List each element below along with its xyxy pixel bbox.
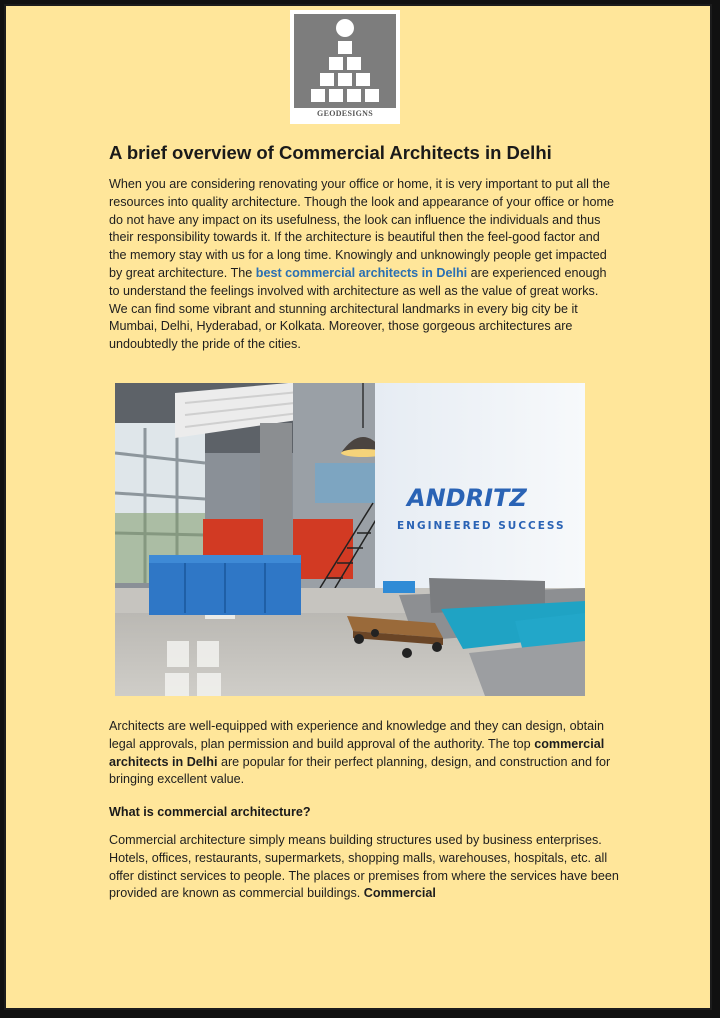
architects-bold-text: commercial architects in Delhi <box>109 736 605 769</box>
definition-text: Commercial architecture simply means building structures used by business enterprises. Hotels, offices, restaurants, supermarkets, shopping malls, warehouses, hospitals, etc. all offer distinct services to people. The places or premises from where the services have been provided are known as commercial buildings. <box>109 833 619 901</box>
logo-pyramid-icon <box>294 14 396 108</box>
article-title: A brief overview of Commercial Architects in Delhi <box>109 142 552 163</box>
definition-bold-text: Commercial <box>363 886 436 901</box>
photo-brand-text: ANDRITZ <box>407 484 527 512</box>
architects-text-1: Architects are well-equipped with experience and knowledge and they can design, obtain legal approvals, plan permission and build approval of the authority. The top <box>109 719 604 751</box>
definition-paragraph <box>109 832 619 903</box>
intro-text-1: When you are considering renovating your office or home, it is very important to put all the resources into quality architecture. Though the look and appearance of your office or home do not have any impact on its usefulness, the look can influence the individuals and thus their responsibility towards it. If the architecture is beautiful then the feel-good factor and the memory stay with us for a long time. Knowingly and unknowingly people get impacted by great architecture. The <box>109 177 614 280</box>
intro-text-2: are experienced enough to understand the feelings involved with architecture as well as the value of great works. We can find some vibrant and stunning architectural landmarks in every big city be it Mumbai, Delhi, Hyderabad, or Kolkata. Moreover, those gorgeous architectures are undoubtedly the pride of the cities. <box>109 265 607 352</box>
photo-tagline-text: ENGINEERED SUCCESS <box>397 520 566 532</box>
intro-paragraph <box>109 176 619 354</box>
geodesigns-logo <box>290 10 400 124</box>
section-heading: What is commercial architecture? <box>109 805 311 819</box>
architects-paragraph <box>109 718 619 789</box>
document-page <box>4 4 712 1010</box>
logo-text: GEODESIGNS <box>317 109 373 118</box>
office-interior-photo <box>115 383 585 696</box>
architects-text-2: are popular for their perfect planning, design, and construction and for bringing excellent value. <box>109 754 611 787</box>
best-commercial-architects-link[interactable]: best commercial architects in Delhi <box>255 265 468 280</box>
